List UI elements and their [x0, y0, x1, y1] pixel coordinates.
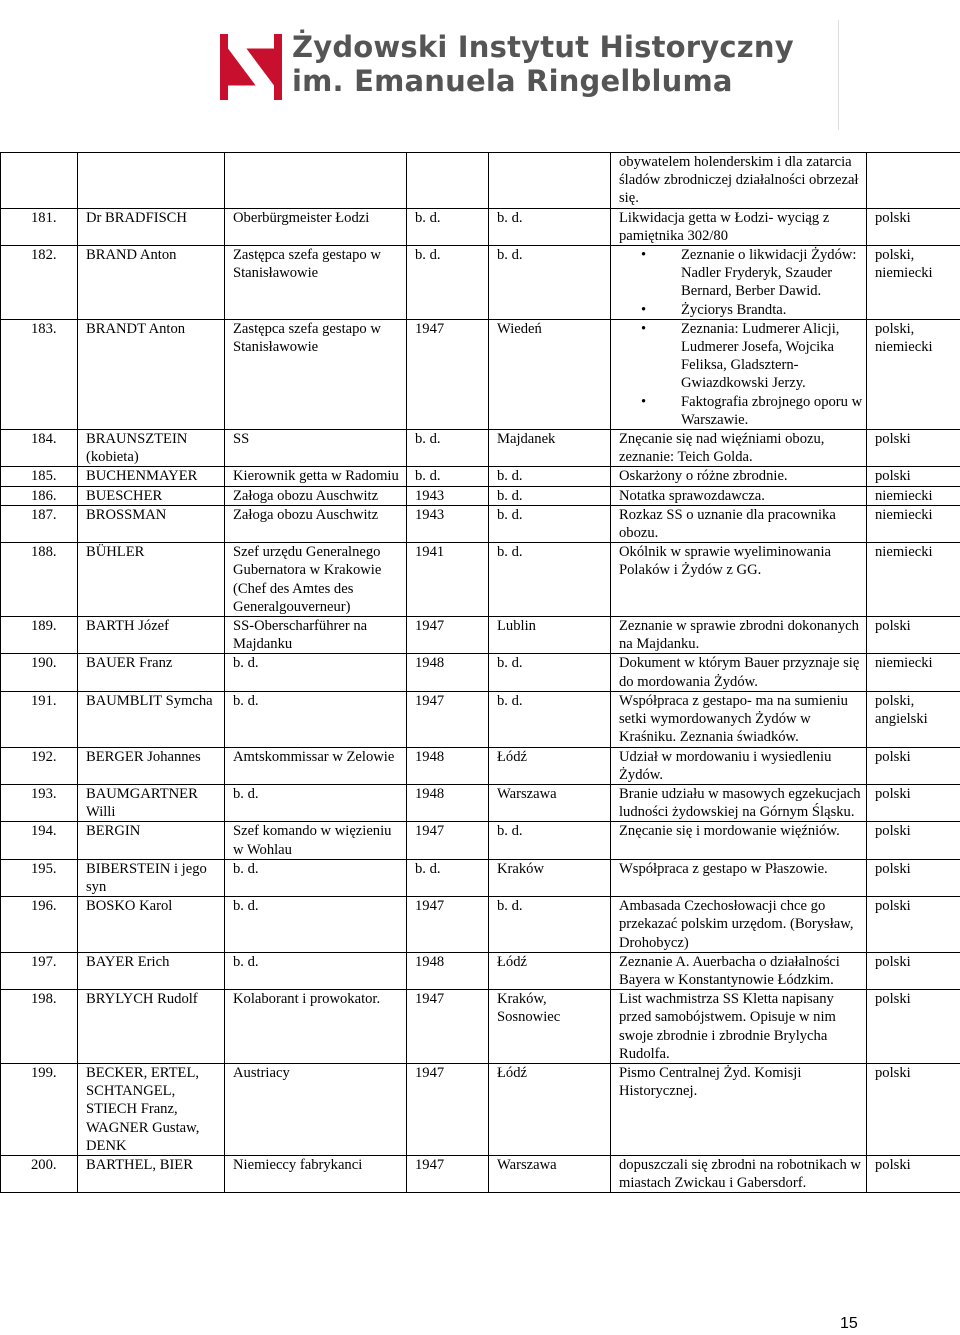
cell-language: polski [867, 822, 960, 859]
cell-function: SS-Oberscharführer na Majdanku [225, 617, 407, 654]
cell-year: 1948 [407, 784, 489, 821]
cell-name: BAYER Erich [78, 952, 225, 989]
institute-emblem-icon [220, 34, 282, 100]
cell-function: b. d. [225, 952, 407, 989]
cell-name: BRAND Anton [78, 246, 225, 320]
cell-year: 1947 [407, 1063, 489, 1155]
cell-num: 181. [1, 208, 78, 245]
cell-function: Załoga obozu Auschwitz [225, 505, 407, 542]
cell-language: polski [867, 430, 960, 467]
cell-num: 197. [1, 952, 78, 989]
cell-num: 200. [1, 1155, 78, 1192]
cell-language: polski [867, 859, 960, 896]
cell-function: Szef urzędu Generalnego Gubernatora w Krakowie (Chef des Amtes des Generalgouverneur) [225, 543, 407, 617]
table-row [1, 208, 960, 245]
cell-year: 1947 [407, 897, 489, 953]
cell-num: 194. [1, 822, 78, 859]
cell-year: 1943 [407, 486, 489, 505]
cell-place: b. d. [489, 486, 611, 505]
cell-place: b. d. [489, 822, 611, 859]
institute-name [292, 30, 794, 98]
cell-year: 1948 [407, 952, 489, 989]
table-row [1, 822, 960, 859]
table-row [1, 430, 960, 467]
cell-name: BERGER Johannes [78, 747, 225, 784]
cell-num: 188. [1, 543, 78, 617]
cell-name [78, 153, 225, 209]
cell-num: 195. [1, 859, 78, 896]
cell-name: BAUMBLIT Symcha [78, 691, 225, 747]
table-row [1, 691, 960, 747]
table-row [1, 654, 960, 691]
description-bullet-item: • Zeznanie o likwidacji Żydów: Nadler Fryderyk, Szauder Bernard, Berber Dawid. [681, 246, 863, 301]
cell-language: polski [867, 784, 960, 821]
cell-language: polski, niemiecki [867, 319, 960, 429]
cell-description: Oskarżony o różne zbrodnie. [611, 467, 867, 486]
cell-year: 1947 [407, 617, 489, 654]
cell-place: b. d. [489, 897, 611, 953]
table-row [1, 246, 960, 320]
cell-name: BRAUNSZTEIN (kobieta) [78, 430, 225, 467]
cell-year: 1941 [407, 543, 489, 617]
institute-logo [220, 30, 794, 110]
cell-num: 191. [1, 691, 78, 747]
cell-description: Dokument w którym Bauer przyznaje się do mordowania Żydów. [611, 654, 867, 691]
records-table [0, 152, 960, 1193]
cell-year: 1947 [407, 822, 489, 859]
cell-language: niemiecki [867, 486, 960, 505]
cell-language: polski [867, 747, 960, 784]
table-row [1, 319, 960, 429]
cell-description: Ambasada Czechosłowacji chce go przekazać polskim urzędom. (Borysław, Drohobycz) [611, 897, 867, 953]
cell-num: 185. [1, 467, 78, 486]
cell-year: 1947 [407, 319, 489, 429]
cell-name: BIBERSTEIN i jego syn [78, 859, 225, 896]
cell-function: Kierownik getta w Radomiu [225, 467, 407, 486]
cell-description [611, 246, 867, 320]
cell-place: Łódź [489, 952, 611, 989]
cell-place: b. d. [489, 543, 611, 617]
cell-place: b. d. [489, 467, 611, 486]
cell-function: SS [225, 430, 407, 467]
cell-language: polski [867, 897, 960, 953]
cell-function: Zastępca szefa gestapo w Stanisławowie [225, 319, 407, 429]
cell-place: b. d. [489, 208, 611, 245]
cell-year: 1947 [407, 691, 489, 747]
header-divider [838, 20, 839, 130]
table-row-continuation [1, 153, 960, 209]
cell-year: 1947 [407, 1155, 489, 1192]
cell-place: Łódź [489, 1063, 611, 1155]
cell-description: Likwidacja getta w Łodzi- wyciąg z pamiętnika 302/80 [611, 208, 867, 245]
cell-year: 1948 [407, 654, 489, 691]
table-row [1, 1155, 960, 1192]
cell-description: Rozkaz SS o uznanie dla pracownika obozu. [611, 505, 867, 542]
cell-description: List wachmistrza SS Kletta napisany przed samobójstwem. Opisuje w nim swoje zbrodnie i zbrodnie Brylycha Rudolfa. [611, 990, 867, 1064]
cell-language: polski [867, 467, 960, 486]
cell-name: BAUER Franz [78, 654, 225, 691]
cell-language: polski [867, 1063, 960, 1155]
cell-year: b. d. [407, 859, 489, 896]
cell-function: Załoga obozu Auschwitz [225, 486, 407, 505]
cell-place: Wiedeń [489, 319, 611, 429]
institute-name-line1: Żydowski Instytut Historyczny [292, 30, 794, 64]
cell-place: Łódź [489, 747, 611, 784]
table-row [1, 990, 960, 1064]
cell-language: polski, angielski [867, 691, 960, 747]
cell-description: Notatka sprawozdawcza. [611, 486, 867, 505]
cell-place: Warszawa [489, 784, 611, 821]
cell-function: b. d. [225, 859, 407, 896]
cell-function: Kolaborant i prowokator. [225, 990, 407, 1064]
description-bullet-item: • Życiorys Brandta. [681, 301, 863, 319]
cell-description: dopuszczali się zbrodni na robotnikach w miastach Zwickau i Gabersdorf. [611, 1155, 867, 1192]
cell-place: b. d. [489, 505, 611, 542]
description-bullet-item: • Faktografia zbrojnego oporu w Warszawie. [681, 393, 863, 429]
cell-function: Amtskommissar w Zelowie [225, 747, 407, 784]
cell-name: Dr BRADFISCH [78, 208, 225, 245]
cell-description: Znęcanie się nad więźniami obozu, zeznanie: Teich Golda. [611, 430, 867, 467]
cell-description: Pismo Centralnej Żyd. Komisji Historycznej. [611, 1063, 867, 1155]
page-number: 15 [840, 1315, 858, 1332]
cell-year [407, 153, 489, 209]
table-row [1, 505, 960, 542]
cell-description: Współpraca z gestapo- ma na sumieniu setki wymordowanych Żydów w Kraśniku. Zeznania świadków. [611, 691, 867, 747]
cell-year: b. d. [407, 467, 489, 486]
cell-function: b. d. [225, 784, 407, 821]
description-bullet-list [619, 246, 863, 319]
table-row [1, 952, 960, 989]
cell-name: BECKER, ERTEL, SCHTANGEL, STIECH Franz, WAGNER Gustaw, DENK [78, 1063, 225, 1155]
cell-year: b. d. [407, 430, 489, 467]
cell-place: Warszawa [489, 1155, 611, 1192]
cell-year: 1948 [407, 747, 489, 784]
table-row [1, 467, 960, 486]
cell-language [867, 153, 960, 209]
cell-function: Zastępca szefa gestapo w Stanisławowie [225, 246, 407, 320]
institute-name-line2: im. Emanuela Ringelbluma [292, 64, 733, 98]
cell-function [225, 153, 407, 209]
cell-language: polski, niemiecki [867, 246, 960, 320]
cell-name: BRANDT Anton [78, 319, 225, 429]
table-row [1, 486, 960, 505]
cell-place [489, 153, 611, 209]
cell-function: Niemieccy fabrykanci [225, 1155, 407, 1192]
cell-function: Szef komando w więzieniu w Wohlau [225, 822, 407, 859]
cell-description: Znęcanie się i mordowanie więźniów. [611, 822, 867, 859]
table-row [1, 784, 960, 821]
records-table-body [1, 153, 960, 1193]
table-row [1, 617, 960, 654]
cell-num: 196. [1, 897, 78, 953]
cell-num: 187. [1, 505, 78, 542]
cell-place: Majdanek [489, 430, 611, 467]
cell-num: 182. [1, 246, 78, 320]
cell-name: BARTHEL, BIER [78, 1155, 225, 1192]
cell-year: 1943 [407, 505, 489, 542]
cell-function: b. d. [225, 654, 407, 691]
cell-description: Zeznanie w sprawie zbrodni dokonanych na Majdanku. [611, 617, 867, 654]
cell-description [611, 319, 867, 429]
cell-num: 190. [1, 654, 78, 691]
cell-num: 184. [1, 430, 78, 467]
cell-year: 1947 [407, 990, 489, 1064]
cell-num: 199. [1, 1063, 78, 1155]
table-row [1, 1063, 960, 1155]
cell-place: Lublin [489, 617, 611, 654]
cell-name: BUESCHER [78, 486, 225, 505]
cell-num: 193. [1, 784, 78, 821]
cell-num: 186. [1, 486, 78, 505]
cell-num: 189. [1, 617, 78, 654]
cell-language: polski [867, 1155, 960, 1192]
description-bullet-item: • Zeznania: Ludmerer Alicji, Ludmerer Josefa, Wojcika Feliksa, Gladsztern-Gwiazdkowski Jerzy. [681, 320, 863, 393]
cell-description: Współpraca z gestapo w Płaszowie. [611, 859, 867, 896]
cell-name: BOSKO Karol [78, 897, 225, 953]
table-row [1, 897, 960, 953]
cell-num: 192. [1, 747, 78, 784]
cell-language: polski [867, 617, 960, 654]
cell-place: b. d. [489, 246, 611, 320]
cell-place: Kraków, Sosnowiec [489, 990, 611, 1064]
cell-name: BÜHLER [78, 543, 225, 617]
cell-place: Kraków [489, 859, 611, 896]
cell-name: BRYLYCH Rudolf [78, 990, 225, 1064]
cell-language: polski [867, 952, 960, 989]
cell-function: Oberbürgmeister Łodzi [225, 208, 407, 245]
cell-function: Austriacy [225, 1063, 407, 1155]
cell-name: BARTH Józef [78, 617, 225, 654]
cell-function: b. d. [225, 897, 407, 953]
cell-name: BERGIN [78, 822, 225, 859]
cell-num [1, 153, 78, 209]
cell-language: polski [867, 208, 960, 245]
cell-function: b. d. [225, 691, 407, 747]
cell-place: b. d. [489, 654, 611, 691]
cell-description: Udział w mordowaniu i wysiedleniu Żydów. [611, 747, 867, 784]
cell-description: Branie udziału w masowych egzekucjach ludności żydowskiej na Górnym Śląsku. [611, 784, 867, 821]
cell-name: BUCHENMAYER [78, 467, 225, 486]
cell-description: Okólnik w sprawie wyeliminowania Polaków i Żydów z GG. [611, 543, 867, 617]
table-row [1, 747, 960, 784]
table-row [1, 859, 960, 896]
cell-year: b. d. [407, 208, 489, 245]
cell-num: 183. [1, 319, 78, 429]
cell-name: BAUMGARTNER Willi [78, 784, 225, 821]
cell-place: b. d. [489, 691, 611, 747]
cell-language: polski [867, 990, 960, 1064]
cell-name: BROSSMAN [78, 505, 225, 542]
cell-language: niemiecki [867, 505, 960, 542]
cell-num: 198. [1, 990, 78, 1064]
cell-description: Zeznanie A. Auerbacha o działalności Bayera w Konstantynowie Łódzkim. [611, 952, 867, 989]
cell-year: b. d. [407, 246, 489, 320]
cell-description: obywatelem holenderskim i dla zatarcia śladów zbrodniczej działalności obrzezał się. [611, 153, 867, 209]
cell-language: niemiecki [867, 654, 960, 691]
cell-language: niemiecki [867, 543, 960, 617]
description-bullet-list [619, 320, 863, 429]
table-row [1, 543, 960, 617]
